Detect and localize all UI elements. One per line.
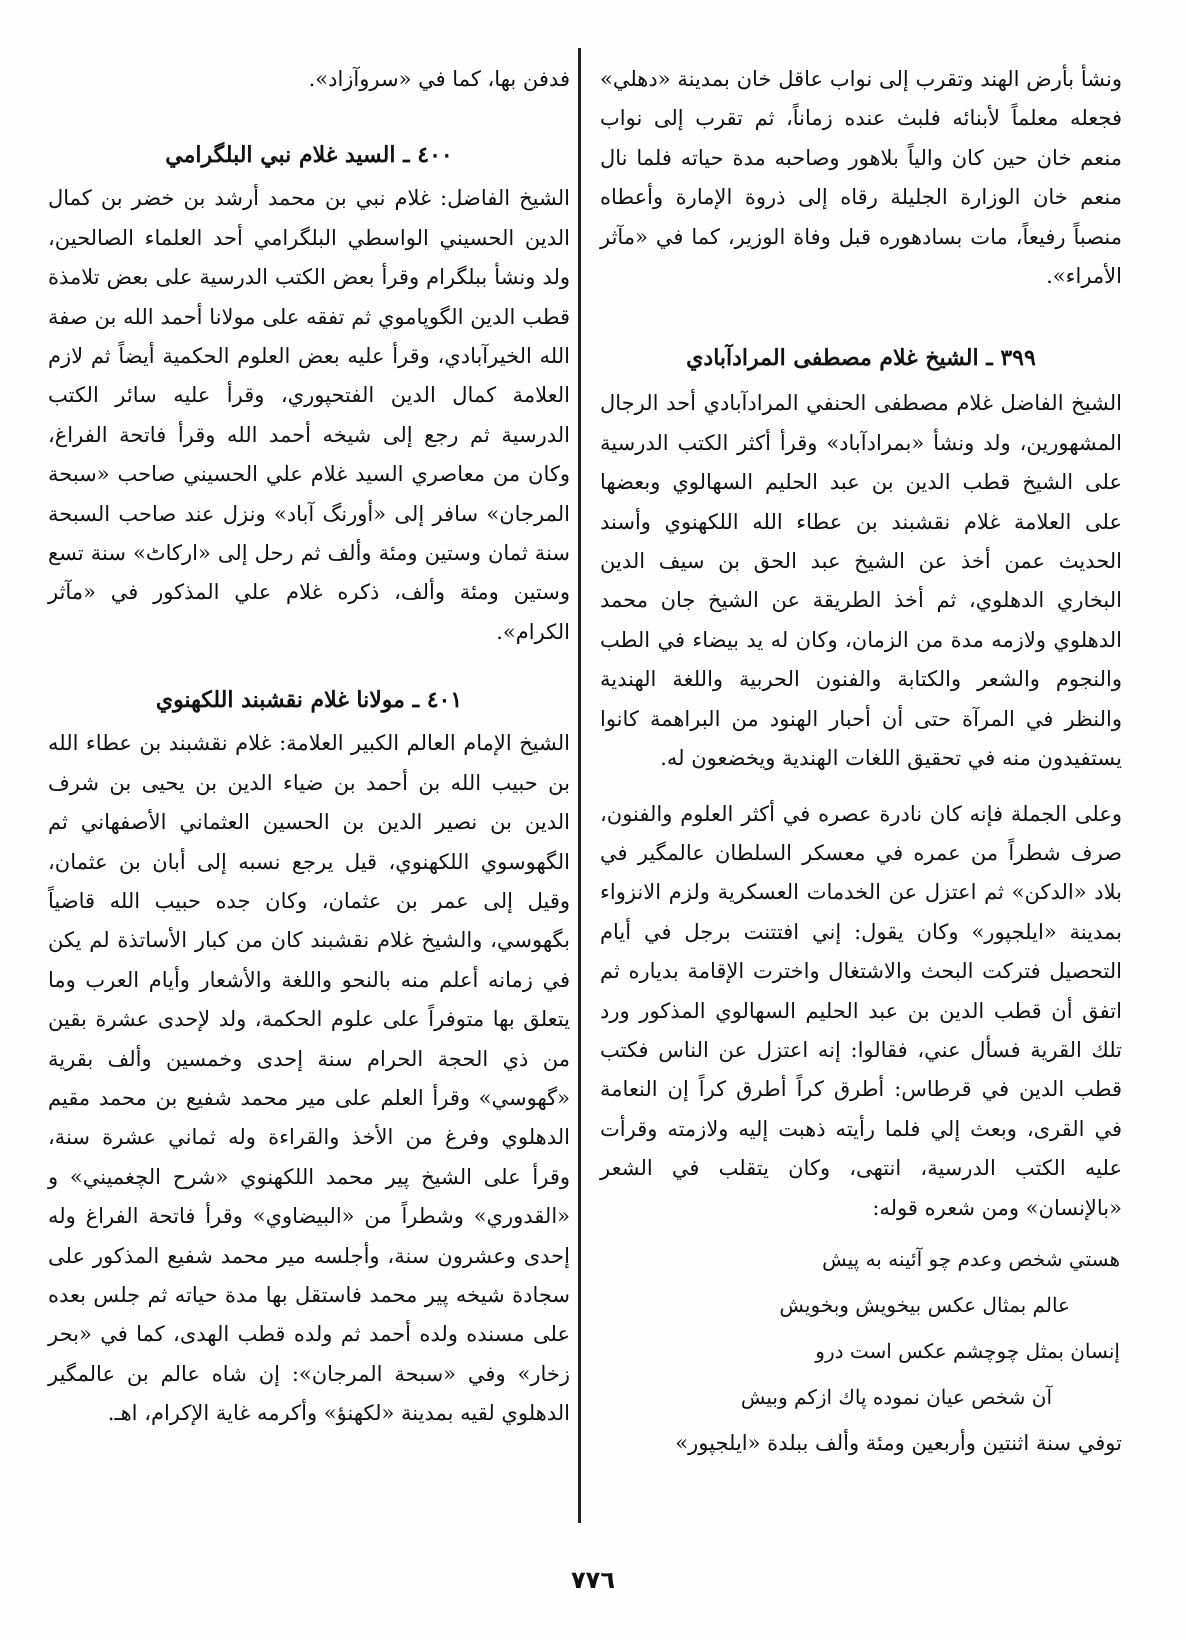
verse-line-2: عالم بمثال عكس بيخويش وبخويش [779, 1292, 1070, 1317]
paragraph-399-2: وعلى الجملة فإنه كان نادرة عصره في أكثر العلوم والفنون، صرف شطراً من عمره في معسكر السلطان عالمگير في بلاد «الدكن» ثم اعتزل عن الخدمات العسكرية ولزم الانزواء بمدينة «ايلجپور» وكان يقول: إني افتتنت برجل في أيام التحصيل فتركت البحث والاشتغال واخترت الإقامة بدياره ثم اتفق أن قطب الدين بن عبد الحليم السهالوي المذكور ورد تلك القرية فسأل عني، فقالوا: إنه اعتزل عن الناس فكتب قطب الدين في قرطاس: أطرق كراً أطرق كراً إن النعامة في القرى، وبعث إلي فلما رأيته ذهبت إليه ولازمته وقرأت عليه الكتب الدرسية، انتهى، وكان يتقلب في الشعر «بالإنسان» ومن شعره قوله: [600, 801, 1122, 1220]
left-column [48, 60, 570, 1434]
paragraph-399-1: الشيخ الفاضل غلام مصطفى الحنفي المرادآبادي أحد الرجال المشهورين، ولد ونشأ «بمرادآباد» وقرأ أكثر الكتب الدرسية على الشيخ قطب الدين بن عبد الحليم السهالوي وبعضها على العلامة غلام نقشبند بن عطاء الله اللكهنوي وأسند الحديث عمن أخذ عن الشيخ عبد الحق بن سيف الدين البخاري الدهلوي، ثم أخذ الطريقة عن الشيخ جان محمد الدهلوي ولازمه مدة من الزمان، وكان له يد بيضاء في الطب والنجوم والشعر والكتابة والفنون الحربية واللغة الهندية والنظر في المرآة حتى أن أحبار الهنود من البراهمة كانوا يستفيدون منه في تحقيق اللغات الهندية ويخضعون له. [600, 391, 1122, 771]
paragraph-401: الشيخ الإمام العالم الكبير العلامة: غلام نقشبند بن عطاء الله بن حبيب الله بن أحمد بن ضياء الدين بن يحيى بن شرف الدين بن نصير الدين بن الحسين العثماني الأصفهاني ثم الگهوسوي اللكهنوي، قيل يرجع نسبه إلى أبان بن عثمان، وقيل إلى عمر بن عثمان، وكان جده حبيب الله قاضياً بگهوسي، والشيخ غلام نقشبند كان من كبار الأساتذة لم يكن في زمانه أعلم منه بالنحو واللغة والأشعار وأيام العرب وما يتعلق بها متوفراً على علوم الحكمة، ولد لإحدى عشرة بقين من ذي الحجة الحرام سنة إحدى وخمسين وألف بقرية «گهوسي» وقرأ العلم على مير محمد شفيع بن محمد مقيم الدهلوي وفرغ من الأخذ والقراءة وله ثماني عشرة سنة، وقرأ على الشيخ پير محمد اللكهنوي «شرح الچغميني» و «القدوري» وشطراً من «البيضاوي» وقرأ فاتحة الفراغ وله إحدى وعشرون سنة، وأجلسه مير محمد شفيع المذكور على سجادة شيخه پير محمد فاستقل بها مدة حياته ثم جلس بعده على مسنده ولده أحمد ثم ولده قطب الهدى، كما في «بحر زخار» وفي «سبحة المرجان»: إن شاه عالم بن عالمگير الدهلوي لقيه بمدينة «لكهنؤ» وأكرمه غاية الإكرام، اهـ. [48, 731, 570, 1426]
right-column [600, 60, 1122, 1463]
verse-line-1: هستي شخص وعدم چو آئينه به پيش [822, 1246, 1120, 1271]
entry-heading-401: ٤٠١ ـ مولانا غلام نقشبند اللكهنوي [155, 687, 463, 714]
entry-heading-399: ٣٩٩ ـ الشيخ غلام مصطفى المرادآبادي [686, 345, 1036, 372]
column-divider [578, 48, 581, 1523]
entry-heading-400: ٤٠٠ ـ السيد غلام نبي البلگرامي [165, 142, 453, 169]
paragraph-399-3: توفي سنة اثنتين وأربعين ومئة وألف ببلدة «ايلجپور» [675, 1430, 1122, 1455]
paragraph-intro: ونشأ بأرض الهند وتقرب إلى نواب عاقل خان بمدينة «دهلي» فجعله معلماً لأبنائه فلبث عنده زماناً، ثم تقرب إلى نواب منعم خان حين كان والياً بلاهور وصاحبه مدة حياته فلما نال منعم خان الوزارة الجليلة رقاه إلى ذروة الإمارة وأعطاه منصباً رفيعاً، مات بسادهوره قبل وفاة الوزير، كما في «مآثر الأمراء». [600, 67, 1122, 289]
verse-line-4: آن شخص عيان نموده پاك ازكم وبيش [740, 1384, 1052, 1409]
poem [600, 1236, 1122, 1420]
page-number: ٧٧٦ [571, 1566, 615, 1594]
paragraph-400: الشيخ الفاضل: غلام نبي بن محمد أرشد بن خضر بن كمال الدين الحسيني الواسطي البلگرامي أحد العلماء الصالحين، ولد ونشأ ببلگرام وقرأ بعض الكتب الدرسية على بعض تلامذة قطب الدين الگوپاموي ثم تفقه على مولانا أحمد الله بن صفة الله الخيرآبادي، وقرأ عليه بعض العلوم الحكمية أيضاً ثم لازم العلامة كمال الدين الفتحپوري، وقرأ عليه سائر الكتب الدرسية ثم رجع إلى شيخه أحمد الله وقرأ فاتحة الفراغ، وكان من معاصري السيد غلام علي الحسيني صاحب «سبحة المرجان» سافر إلى «أورنگ آباد» ونزل عند صاحب السبحة سنة ثمان وستين ومئة وألف ثم رحل إلى «اركاٹ» سنة تسع وستين ومئة وألف، ذكره غلام علي المذكور في «مآثر الكرام». [48, 186, 570, 644]
verse-line-3: إنسان بمثل چوچشم عكس است درو [815, 1338, 1120, 1363]
paragraph-continued: فدفن بها، كما في «سروآزاد». [308, 67, 570, 91]
